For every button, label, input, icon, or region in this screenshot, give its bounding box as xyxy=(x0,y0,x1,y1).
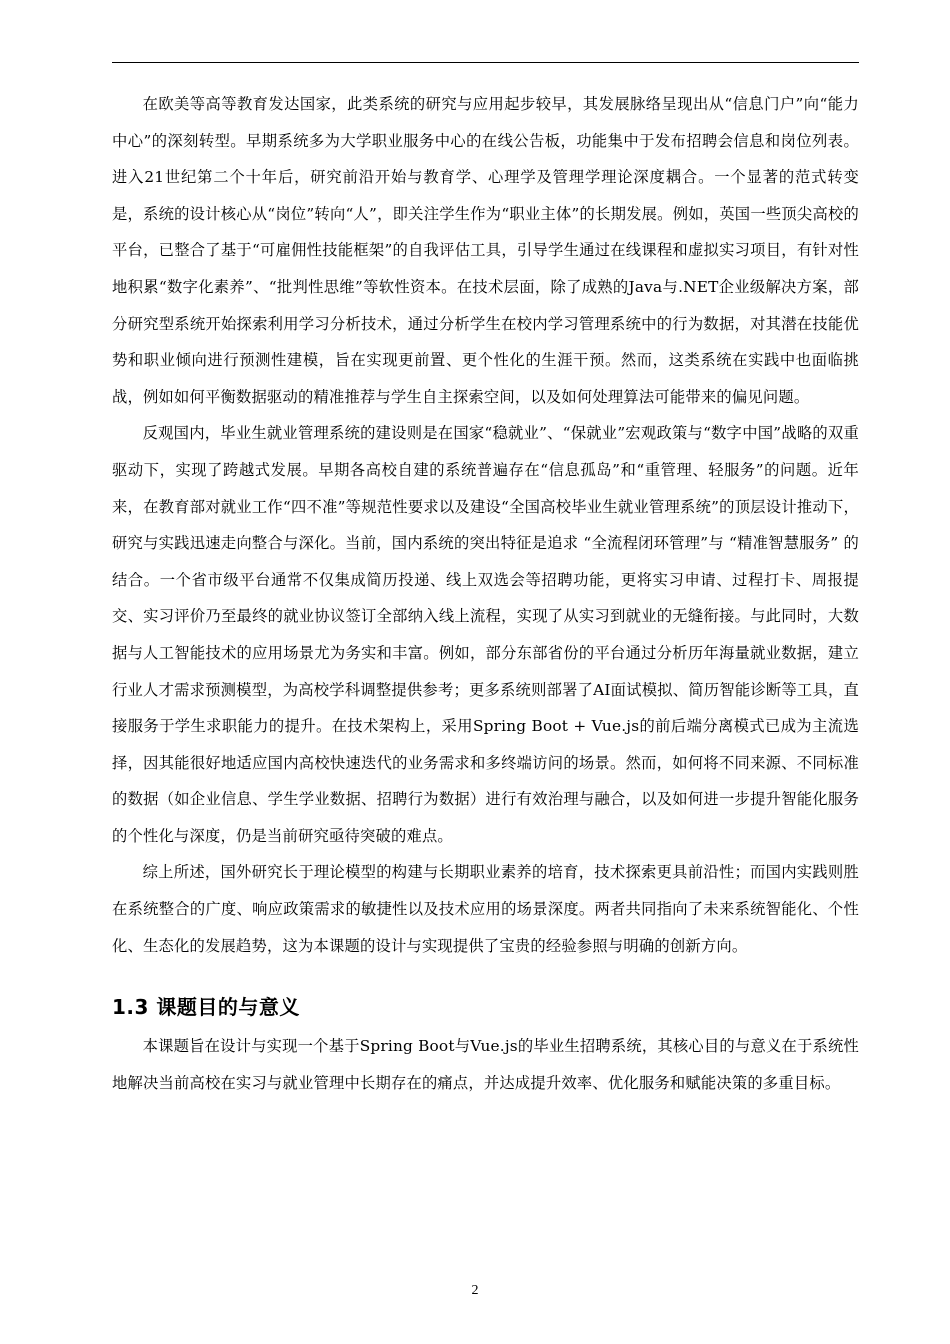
header-rule xyxy=(112,62,859,63)
paragraph-domestic-research: 反观国内，毕业生就业管理系统的建设则是在国家“稳就业”、“保就业”宏观政策与“数字中国”战略的双重驱动下，实现了跨越式发展。早期各高校自建的系统普遍存在“信息孤岛”和“重管理、轻服务”的问题。近年来，在教育部对就业工作“四不准”等规范性要求以及建设“全国高校毕业生就业管理系统”的顶层设计推动下，研究与实践迅速走向整合与深化。当前，国内系统的突出特征是追求 “全流程闭环管理”与 “精准智慧服务” 的结合。一个省市级平台通常不仅集成简历投递、线上双选会等招聘功能，更将实习申请、过程打卡、周报提交、实习评价乃至最终的就业协议签订全部纳入线上流程，实现了从实习到就业的无缝衔接。与此同时，大数据与人工智能技术的应用场景尤为务实和丰富。例如，部分东部省份的平台通过分析历年海量就业数据，建立行业人才需求预测模型，为高校学科调整提供参考；更多系统则部署了AI面试模拟、简历智能诊断等工具，直接服务于学生求职能力的提升。在技术架构上，采用Spring Boot + Vue.js的前后端分离模式已成为主流选择，因其能很好地适应国内高校快速迭代的业务需求和多终端访问的场景。然而，如何将不同来源、不同标准的数据（如企业信息、学生学业数据、招聘行为数据）进行有效治理与融合，以及如何进一步提升智能化服务的个性化与深度，仍是当前研究亟待突破的难点。 xyxy=(112,424,859,845)
paragraph-section-intro: 本课题旨在设计与实现一个基于Spring Boot与Vue.js的毕业生招聘系统，其核心目的与意义在于系统性地解决当前高校在实习与就业管理中长期存在的痛点，并达成提升效率、优化服务和赋能决策的多重目标。 xyxy=(112,1037,859,1092)
page-number: 2 xyxy=(471,1283,479,1298)
section-heading: 1.3 课题目的与意义 xyxy=(112,995,300,1020)
paragraph-international-research: 在欧美等高等教育发达国家，此类系统的研究与应用起步较早，其发展脉络呈现出从“信息门户”向“能力中心”的深刻转型。早期系统多为大学职业服务中心的在线公告板，功能集中于发布招聘会信息和岗位列表。进入21世纪第二个十年后，研究前沿开始与教育学、心理学及管理学理论深度耦合。一个显著的范式转变是，系统的设计核心从“岗位”转向“人”，即关注学生作为“职业主体”的长期发展。例如，英国一些顶尖高校的平台，已整合了基于“可雇佣性技能框架”的自我评估工具，引导学生通过在线课程和虚拟实习项目，有针对性地积累“数字化素养”、“批判性思维”等软性资本。在技术层面，除了成熟的Java与.NET企业级解决方案，部分研究型系统开始探索利用学习分析技术，通过分析学生在校内学习管理系统中的行为数据，对其潜在技能优势和职业倾向进行预测性建模，旨在实现更前置、更个性化的生涯干预。然而，这类系统在实践中也面临挑战，例如如何平衡数据驱动的精准推荐与学生自主探索空间，以及如何处理算法可能带来的偏见问题。 xyxy=(112,95,859,406)
page-body xyxy=(112,86,859,1101)
paragraph-summary: 综上所述，国外研究长于理论模型的构建与长期职业素养的培育，技术探索更具前沿性；而国内实践则胜在系统整合的广度、响应政策需求的敏捷性以及技术应用的场景深度。两者共同指向了未来系统智能化、个性化、生态化的发展趋势，这为本课题的设计与实现提供了宝贵的经验参照与明确的创新方向。 xyxy=(112,863,859,955)
